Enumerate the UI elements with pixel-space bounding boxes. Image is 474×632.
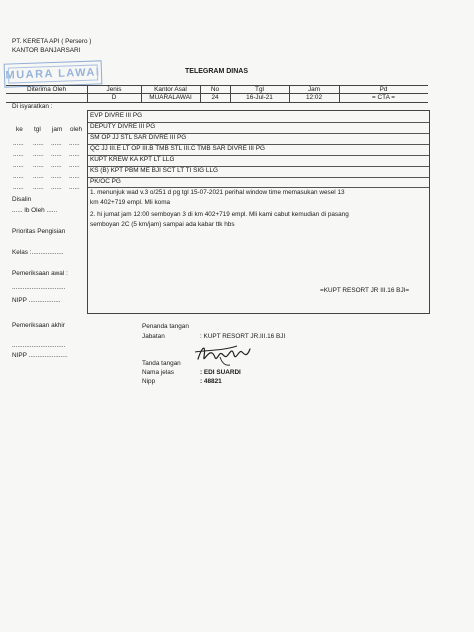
body-line: 1. menunjuk wad v.3 o/251 d pg tgl 15-07-2021 perihal window time memasukan wesel 13 [90, 189, 345, 196]
nipp-label: Nipp [142, 378, 156, 385]
header-table [6, 85, 428, 103]
col-oleh: oleh [70, 126, 83, 133]
prioritas-label: Prioritas Pengisian [12, 228, 66, 235]
dotted-row: ...... [13, 162, 24, 169]
col-pd: Pd [379, 86, 388, 93]
page-title: TELEGRAM DINAS [185, 68, 248, 75]
val-no: 24 [211, 94, 219, 101]
sender-line: =KUPT RESORT JR III.16 BJI= [320, 287, 410, 294]
body-line: semboyan 2C (5 km/jam) sampai ada kabar ttk hbs [90, 221, 235, 228]
dotted-row: ...... [13, 140, 24, 147]
dotted-row: ...... [13, 173, 24, 180]
handwritten-signature [192, 337, 254, 369]
jabatan-value: : KUPT RESORT JR.III.16 BJI [200, 333, 286, 340]
nipp-value: : 48821 [200, 378, 222, 385]
col-ke: ke [16, 126, 23, 133]
val-tgl: 16-Jul-21 [246, 94, 273, 101]
recipient-line: QC JJ III.E LT OP III.B TMB STL III.C TMB SAR DIVRE III PG [90, 145, 265, 152]
disalin-label: Disalin [12, 196, 32, 203]
nipp-field: NIPP .................. [12, 297, 61, 304]
col-tgl-left: tgl [34, 126, 41, 133]
diterima-oleh-label: Diterima Oleh [26, 86, 67, 93]
col-jenis: Jenis [106, 86, 122, 93]
company-name: PT. KERETA API ( Persero ) [12, 38, 92, 45]
body-line: km 402+719 empl. Mli koma [90, 199, 171, 206]
recipient-line: DEPUTY DIVRE III PG [90, 123, 156, 130]
recipient-line: PK/OC PG [90, 178, 121, 185]
telegram-form: PT. KERETA API ( Persero ) KANTOR BANJARSARI MUARA LAWAI TELEGRAM DINAS Diterima Oleh Jenis Kantor Asal No Tgl Jam Pd D MUARALAWAI 24 16-Jul-21 12:02 = CTA = Di isyaratkan : ke tgl jam oleh ...... ...... ...... ...... ...... ...... ...... ...... ...... ...... ...... ...... ...... ...... ...... ...... ...... ...... ...... ...... Disalin ...... lb Oleh ...... Prioritas Pengisian Kelas :.................. Pemeriksaan awal : .............................. NIPP .................. Pemeriksaan akhir .............................. NIPP ...................... EVP DIVRE III PG DEPUTY DIVRE III PG SM OP JJ STL SAR DIVRE III PG QC JJ III.E LT OP III.B TMB STL III.C TMB SAR DIVRE III PG KUPT KREW KA KPT LT LLG KS (B) KPT PBM ME BJI SCT LT TI SIG LLG PK/OC PG 1. menunjuk wad v.3 o/251 d pg tgl 15-07-2021 perihal window time memasukan wesel 13 km 402+719 empl. Mli koma 2. hi jumat jam 12:00 semboyan 3 di km 402+719 empl. Mli kami cabut kemudian di pasang semboyan 2C (5 km/jam) sampai ada kabar ttk hbs =KUPT RESORT JR III.16 BJI= Penanda tangan Jabatan : KUPT RESORT JR.III.16 BJI Tanda tangan Nama jelas : EDI SUARDI Nipp : 48821 [0, 0, 474, 632]
diisyaratkan-label: Di isyaratkan : [12, 103, 53, 110]
penanda-tangan-label: Penanda tangan [142, 323, 189, 330]
tanda-tangan-label: Tanda tangan [142, 360, 181, 367]
val-jenis: D [111, 94, 117, 101]
disalin-line: ...... lb Oleh ...... [12, 207, 58, 214]
val-kantor-asal: MUARALAWAI [149, 94, 192, 101]
nama-jelas-value: : EDI SUARDI [200, 369, 241, 376]
dotted-row: ...... [13, 184, 24, 191]
nipp-field-2: NIPP ...................... [12, 352, 68, 359]
office-name: KANTOR BANJARSARI [12, 47, 81, 54]
col-jam: Jam [307, 86, 321, 93]
recipient-line: SM OP JJ STL SAR DIVRE III PG [90, 134, 187, 141]
val-jam: 12:02 [306, 94, 322, 101]
recipient-line: EVP DIVRE III PG [90, 112, 143, 119]
recipient-line: KUPT KREW KA KPT LT LLG [90, 156, 175, 163]
jabatan-label: Jabatan [142, 333, 165, 340]
dotted-row: ...... [13, 151, 24, 158]
col-no: No [210, 86, 220, 93]
pemeriksaan-awal-label: Pemeriksaan awal : [12, 270, 68, 277]
recipient-line: KS (B) KPT PBM ME BJI SCT LT TI SIG LLG [90, 167, 218, 174]
pemeriksaan-awal-line: .............................. [12, 284, 66, 291]
pemeriksaan-akhir-line: .............................. [12, 342, 66, 349]
col-tgl: Tgl [255, 86, 264, 93]
muara-lawai-stamp: MUARA LAWAI [4, 60, 103, 87]
pemeriksaan-akhir-label: Pemeriksaan akhir [12, 322, 65, 329]
nama-jelas-label: Nama jelas [142, 369, 174, 376]
col-kantor-asal: Kantor Asal [154, 86, 187, 93]
kelas-field: Kelas :.................. [12, 249, 64, 256]
col-jam-left: jam [52, 126, 63, 133]
val-pd: = CTA = [372, 94, 395, 101]
body-line: 2. hi jumat jam 12:00 semboyan 3 di km 402+719 empl. Mli kami cabut kemudian di pasang [90, 211, 349, 218]
